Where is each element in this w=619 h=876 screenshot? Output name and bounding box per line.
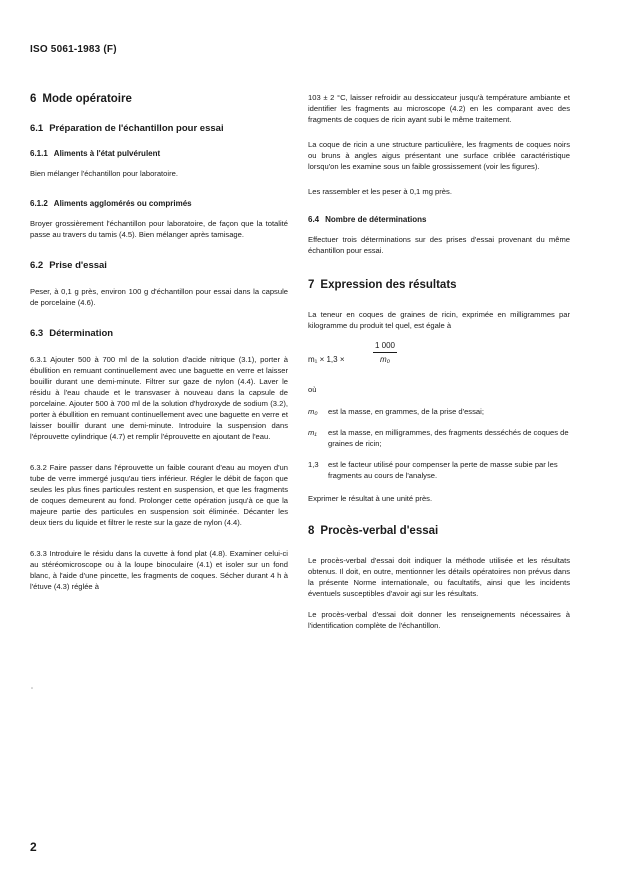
- section-title: Expression des résultats: [320, 279, 457, 291]
- section-6-1-heading: [30, 123, 288, 135]
- section-6-heading: [30, 92, 288, 106]
- section-number: 6.4: [308, 215, 320, 224]
- section-6-1-2-heading: [30, 199, 288, 209]
- paragraph: Le procès-verbal d'essai doit indiquer la méthode utilisée et les résultats obtenus. Il doit, en outre, mentionner les détails opératoires non prévus dans la présente Norme internationale, ou facultatifs, ainsi que les incidents éventuels susceptibles d'avoir agi sur les résultats.: [308, 556, 570, 598]
- definition-symbol: m₀: [308, 407, 318, 416]
- paragraph: Les rassembler et les peser à 0,1 mg près.: [308, 187, 452, 196]
- definition-text: est la masse, en milligrammes, des fragments desséchés de coques de graines de ricin;: [328, 428, 569, 448]
- section-title: Mode opératoire: [42, 93, 132, 105]
- right-column: [308, 92, 570, 645]
- section-8-heading: [308, 524, 570, 538]
- result-formula: [308, 341, 570, 381]
- paragraph-6-3-2: 6.3.2 Faire passer dans l'éprouvette un faible courant d'eau au moyen d'un tube de verre immergé jusqu'au tiers inférieur. Régler le débit de façon que seules les plus fines particules restent en suspension, et que les fragments de coques demeurent au fond. Prolonger cette opération jusqu'à ce que la majeure partie des particules en suspension soit éliminée. Décanter les deux tiers du liquide et filtrer le reste sur la gaze de nylon (4.4).: [30, 463, 288, 527]
- left-column: [30, 92, 288, 606]
- section-number: 6.2: [30, 260, 44, 271]
- section-number: 7: [308, 279, 315, 291]
- where-label: où: [308, 385, 317, 394]
- section-6-2-heading: [30, 260, 288, 272]
- definition-symbol: m₁: [308, 428, 317, 437]
- paragraph: Peser, à 0,1 g près, environ 100 g d'échantillon pour essai dans la capsule de porcelaine (4.6).: [30, 287, 288, 307]
- section-6-3-heading: [30, 328, 288, 340]
- stray-mark: ”: [31, 688, 33, 694]
- paragraph-6-3-3: 6.3.3 Introduire le résidu dans la cuvette à fond plat (4.8). Examiner celui-ci au stéréomicroscope ou à la loupe binoculaire (4.1) et isoler sur un fond blanc, à l'aide d'une pincette, les fragments de coques. Sécher durant 4 h à l'étuve (4.3) réglée à: [30, 549, 288, 591]
- document-header: ISO 5061-1983 (F): [30, 44, 117, 55]
- section-title: Préparation de l'échantillon pour essai: [49, 123, 224, 134]
- paragraph: Exprimer le résultat à une unité près.: [308, 494, 433, 503]
- definition-symbol: 1,3: [308, 460, 319, 469]
- section-title: Aliments agglomérés ou comprimés: [53, 199, 192, 208]
- definition-text: est la masse, en grammes, de la prise d'essai;: [328, 407, 484, 416]
- section-6-4-heading: [308, 215, 570, 225]
- definition-item: [308, 459, 570, 481]
- section-number: 6.1.1: [30, 149, 48, 158]
- definition-item: [308, 427, 570, 449]
- section-7-heading: [308, 278, 570, 292]
- paragraph: La teneur en coques de graines de ricin, exprimée en milligrammes par kilogramme du produit tel quel, est égale à: [308, 310, 570, 330]
- section-number: 6.1: [30, 123, 44, 134]
- section-title: Prise d'essai: [49, 260, 107, 271]
- paragraph: Le procès-verbal d'essai doit donner les renseignements nécessaires à l'identification complète de l'échantillon.: [308, 610, 570, 630]
- paragraph: Broyer grossièrement l'échantillon pour laboratoire, de façon que la totalité passe au travers du tamis (4.5). Bien mélanger après tamisage.: [30, 219, 288, 239]
- paragraph: Bien mélanger l'échantillon pour laboratoire.: [30, 169, 178, 178]
- formula-numerator: 1 000: [373, 341, 397, 353]
- page-number: 2: [30, 840, 37, 854]
- paragraph: La coque de ricin a une structure particulière, les fragments de coques noirs ou bruns à angles aigus présentant une surface criblée caractéristique lorsqu'on les examine sous un faible grossissement (voir les figures).: [308, 140, 570, 171]
- section-number: 6: [30, 93, 37, 105]
- section-title: Détermination: [49, 328, 114, 339]
- section-title: Aliments à l'état pulvérulent: [53, 149, 161, 158]
- section-6-1-1-heading: [30, 149, 288, 159]
- definition-item: [308, 406, 570, 417]
- section-title: Nombre de déterminations: [325, 215, 427, 224]
- formula-fraction: [373, 341, 397, 364]
- formula-lhs: m₁ × 1,3 ×: [308, 355, 345, 364]
- paragraph-continuation: 103 ± 2 °C, laisser refroidir au dessiccateur jusqu'à température ambiante et identifier les fragments au microscope (4.2) en les comparant avec des fragments de coques de ricin ayant subi le même traitement.: [308, 93, 570, 124]
- formula-denominator: m₀: [379, 355, 391, 364]
- definition-text: est le facteur utilisé pour compenser la perte de masse subie par les fragments au cours de l'analyse.: [328, 460, 558, 480]
- section-number: 6.1.2: [30, 199, 48, 208]
- section-number: 8: [308, 525, 315, 537]
- section-title: Procès-verbal d'essai: [320, 525, 439, 537]
- paragraph-6-3-1: 6.3.1 Ajouter 500 à 700 ml de la solution d'acide nitrique (3.1), porter à ébullition en remuant continuellement avec une baguette en verre et laisser bouillir durant une demi-minute. Filtrer sur gaze de nylon (4.4). Laver le résidu à l'eau chaude et le transvaser à nouveau dans la capsule de porcelaine. Ajouter 500 à 700 ml de la solution d'hydroxyde de sodium (3.2), porter à ébullition en remuant continuellement avec une baguette en verre et laisser bouillir durant une demi-minute. Introduire la suspension dans l'éprouvette cylindrique (4.7) et remplir l'éprouvette en ajoutant de l'eau.: [30, 355, 288, 441]
- paragraph: Effectuer trois déterminations sur des prises d'essai provenant du même échantillon pour essai.: [308, 235, 570, 255]
- section-number: 6.3: [30, 328, 44, 339]
